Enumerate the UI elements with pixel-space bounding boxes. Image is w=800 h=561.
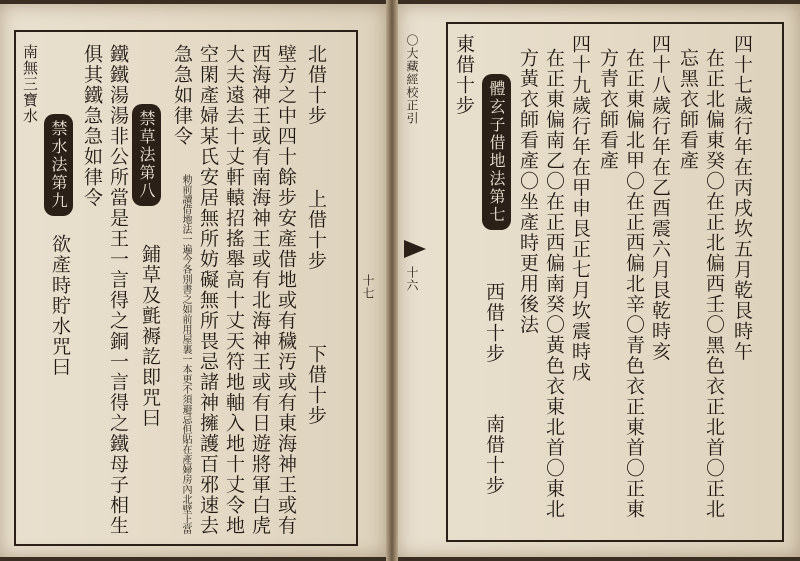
right-line-9: 方黃衣師看產〇坐產時更用後法 xyxy=(517,48,539,335)
left-chapter10-first-line: 欲產時貯水咒曰 xyxy=(49,234,71,378)
heading-west-borrow: 西借十步 xyxy=(483,282,505,364)
left-line-3: 大夫遠去十丈軒轅招搖舉高十丈天符地軸入地十丈令地 xyxy=(223,44,245,536)
chapter9-line-2: 俱其鐵急急如律令 xyxy=(81,44,103,208)
heading-east-borrow: 東借十步 xyxy=(453,34,475,116)
heading-north-borrow: 北借十步 xyxy=(305,44,327,126)
heading-up-borrow: 上借十步 xyxy=(305,189,327,271)
right-margin-page-number: 十六 xyxy=(405,266,419,292)
right-line-7: 四十九歲行年在甲申艮正七月坎震時戌 xyxy=(569,34,591,383)
chapter-8-title: 禁草法第八 xyxy=(132,104,161,206)
left-margin-page-number: 十七 xyxy=(361,274,375,300)
book-gutter xyxy=(386,0,398,561)
right-line-2: 在正北偏東癸〇在正北偏西壬〇黑色衣正北首〇正北 xyxy=(703,48,725,520)
left-inline-note: 勑前讀借地法一遍今各別書之如前用屋裏一本更不須避忌但貼在產婦房內北壁上當 xyxy=(180,174,191,534)
right-line-3: 忘黑衣師看產 xyxy=(677,48,699,171)
chapter-9-title: 禁水法第九 xyxy=(44,114,73,216)
right-page xyxy=(398,4,800,557)
left-page xyxy=(0,4,386,557)
chapter-7-title: 體玄子借地法第七 xyxy=(482,74,511,230)
right-margin-title: 〇大藏經校正引 xyxy=(405,34,419,125)
right-line-1: 四十七歲行年在丙戌坎五月乾艮時午 xyxy=(731,34,753,362)
fold-mark xyxy=(404,240,426,258)
left-line-6: 鋪草及氈褥訖即咒曰 xyxy=(139,244,161,429)
right-line-6: 方青衣師看產 xyxy=(597,48,619,171)
chapter9-line-1: 鐵鐵湯湯非公所當是王一言得之銅一言得之鐵母子相生 xyxy=(107,44,129,536)
left-outer-margin-text: 南無三寶水 xyxy=(21,44,39,124)
heading-down-borrow: 下借十步 xyxy=(305,344,327,426)
right-line-4: 四十八歲行年在乙酉震六月艮乾時亥 xyxy=(649,34,671,362)
left-line-2: 西海神王或有南海神王或有北海神王或有日遊將軍白虎 xyxy=(249,44,271,536)
right-line-5: 在正東偏北甲〇在正西偏北辛〇青色衣正東首〇正東 xyxy=(623,48,645,520)
right-line-8: 在正東偏南乙〇在正西偏南癸〇黃色衣東北首〇東北 xyxy=(543,48,565,520)
heading-south-borrow: 南借十步 xyxy=(483,414,505,496)
left-line-4: 空閑產婦某氏安居無所妨礙無所畏忌諸神擁護百邪速去 xyxy=(197,44,219,536)
left-line-1: 壁方之中四十餘步安產借地或有穢汚或有東海神王或有 xyxy=(275,44,297,536)
left-line-5: 急急如律令 xyxy=(171,44,193,147)
